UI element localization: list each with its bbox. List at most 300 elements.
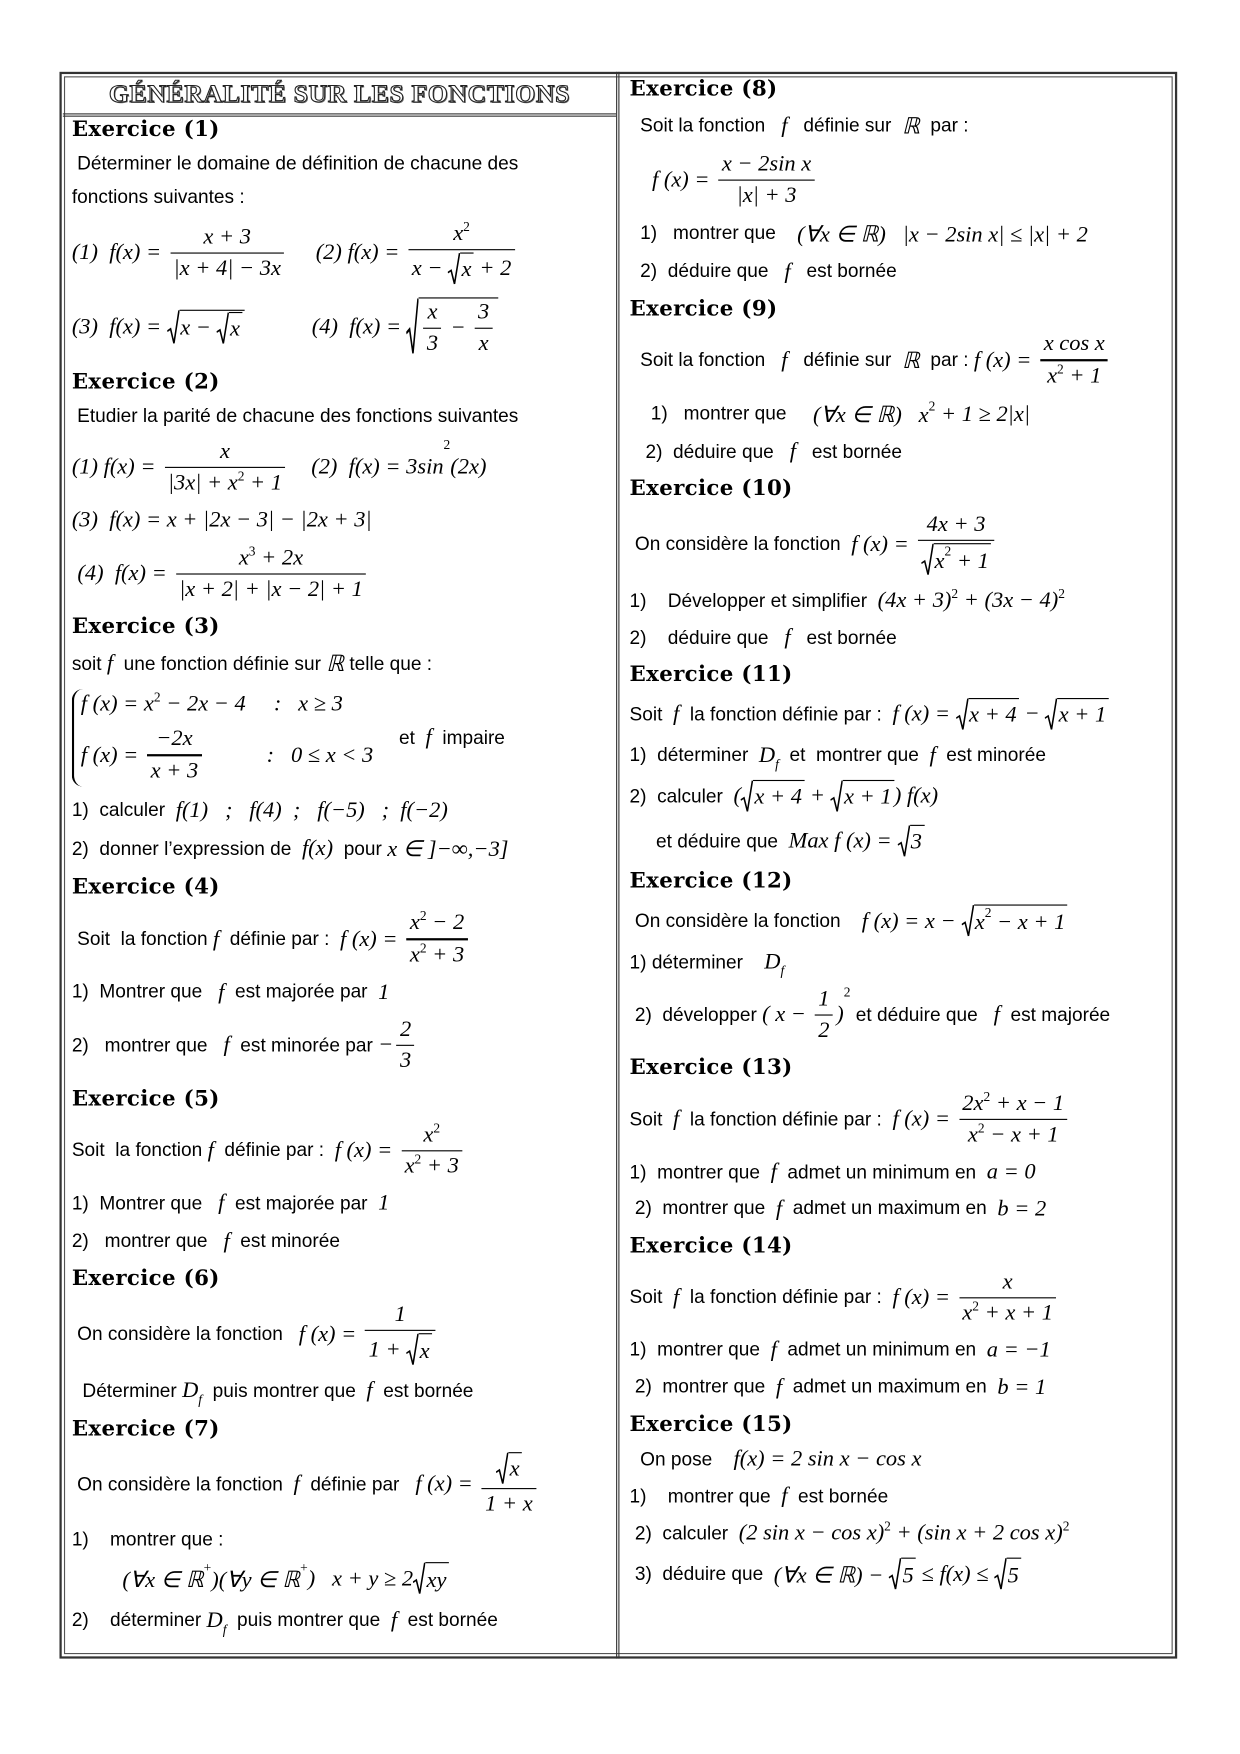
text: 1) montrer que [629, 222, 798, 244]
fraction [170, 225, 284, 283]
square-root [217, 312, 243, 346]
superscript: 2 [884, 1518, 891, 1535]
fraction [815, 986, 833, 1044]
exercise-line [630, 1196, 1169, 1222]
text: soit [71, 652, 107, 675]
radical-sign-icon [167, 309, 179, 345]
exercise-title: Exercice (4) [71, 874, 220, 900]
text: est minorée [935, 744, 1046, 766]
superscript: 2 [984, 904, 992, 921]
exercise-line [630, 332, 1169, 390]
fraction [397, 1017, 415, 1075]
math-expression: x + 4 [969, 702, 1017, 728]
math-expression: − x + 1 [984, 1122, 1059, 1148]
square-root [921, 544, 991, 578]
exercise-line [71, 1378, 611, 1408]
math-expression: f (x) = [973, 347, 1037, 373]
exercise-line [71, 1119, 611, 1180]
text: 1) déterminer [629, 744, 759, 766]
fraction [365, 1302, 435, 1367]
exercise-line [72, 798, 611, 824]
fraction-bar [164, 467, 285, 468]
text: définie par [299, 1473, 416, 1495]
text: la fonction définie par : [679, 703, 893, 725]
exercise-title: Exercice (2) [71, 368, 220, 394]
square-root [496, 1452, 522, 1486]
math-expression: x [962, 1300, 973, 1326]
math-expression: x [967, 1122, 978, 1148]
superscript: 2 [983, 1088, 991, 1105]
math-expression: ) x + y ≥ 2 [307, 1566, 414, 1592]
square-root [741, 780, 804, 814]
numerator [475, 300, 493, 326]
exercise-line [630, 1447, 1169, 1473]
math-expression: 1 [818, 986, 830, 1012]
fraction-bar [397, 1045, 415, 1046]
radical-sign-icon [741, 780, 753, 814]
math-expression: x + 3 [150, 758, 199, 783]
radical-sign-icon [831, 780, 843, 814]
text: 2) montrer que [71, 1034, 224, 1056]
fraction-bar [815, 1014, 833, 1015]
math-expression: + 3 [426, 942, 465, 968]
fraction [718, 151, 814, 209]
exercise-line [630, 439, 1169, 465]
math-expression: ≤ f(x) ≤ [915, 1561, 995, 1587]
math-expression: + 2x [255, 544, 304, 570]
math-expression: x [453, 220, 464, 246]
text: est minorée [229, 1229, 340, 1252]
math-expression: f [673, 701, 680, 727]
math-expression: (2) f(x) = [287, 240, 406, 266]
text: Soit [629, 1286, 674, 1308]
square-root [994, 1558, 1021, 1592]
math-expression: f (x) = [340, 926, 404, 952]
text: Déterminer [71, 1380, 183, 1402]
text: définie par : [219, 928, 341, 950]
exercise-title: Exercice (1) [71, 116, 220, 142]
text: admet un maximum en [782, 1197, 998, 1220]
text: est majorée par [224, 1192, 379, 1215]
math-expression: |x + 2| + |x − 2| + 1 [179, 576, 363, 602]
superscript: 2 [433, 1119, 441, 1136]
math-expression: + 1 [1063, 363, 1102, 389]
text: admet un minimum en [776, 1161, 987, 1183]
math-expression: ) [836, 1002, 844, 1027]
math-expression: D [764, 949, 781, 975]
math-expression: 3 [400, 1048, 412, 1074]
text: par : [919, 114, 969, 137]
math-expression: x + 1 [1058, 702, 1107, 728]
denominator [1044, 363, 1105, 389]
fraction-bar [718, 179, 814, 180]
superscript: 2 [977, 1120, 985, 1136]
fraction-bar [401, 1150, 462, 1151]
text: est bornée [795, 440, 903, 463]
numerator [420, 1119, 443, 1148]
exercise-line [72, 187, 611, 209]
math-expression: (2 sin x − cos x) [738, 1520, 885, 1546]
exercise-line [72, 1017, 611, 1075]
square-root [167, 309, 245, 345]
math-expression: x [409, 910, 420, 936]
subscript: f [222, 1621, 227, 1637]
math-expression: − 2 [426, 910, 465, 936]
exercise-title: Exercice (7) [71, 1415, 220, 1441]
radicand [460, 252, 473, 286]
denominator [959, 1298, 1056, 1327]
exercise-line [630, 259, 1169, 285]
math-expression: + 3 [421, 1153, 459, 1179]
text: Soit la fonction [629, 349, 782, 371]
exercise-line [630, 698, 1169, 732]
exercise-line [72, 297, 611, 357]
math-expression: : 0 ≤ x < 3 [204, 742, 374, 768]
exercise-line [72, 1302, 611, 1367]
math-expression: f [929, 742, 936, 768]
exercise-title: Exercice (6) [71, 1265, 220, 1291]
math-expression: 3 [477, 299, 490, 325]
text: Déterminer le domaine de définition de chacune des [71, 152, 519, 175]
math-expression: x [219, 438, 230, 464]
math-expression: x [229, 316, 240, 342]
radicand [419, 297, 498, 357]
math-expression: b = 2 [997, 1196, 1047, 1221]
text: est bornée [787, 1485, 889, 1507]
exercise-title: Exercice (8) [629, 76, 778, 101]
exercise-line [72, 690, 611, 787]
math-expression: f [425, 725, 432, 750]
math-expression: f [673, 1284, 680, 1310]
math-expression: − [378, 1032, 394, 1058]
text: 1) montrer que [629, 1485, 782, 1507]
text: 1) Montrer que [71, 1192, 219, 1215]
math-expression: x [478, 331, 489, 357]
math-expression: x ∈ ]−∞,−3] [387, 837, 509, 862]
denominator [397, 1049, 415, 1075]
fraction [406, 908, 467, 969]
exercise-line [630, 1159, 1169, 1185]
text: impaire [431, 726, 505, 749]
math-expression: 1 + [368, 1337, 407, 1362]
math-expression: |3x| + x [167, 470, 238, 496]
math-expression: (2) f(x) = 3sin [288, 454, 444, 480]
math-expression: 1 [378, 1191, 390, 1216]
math-expression: f [293, 1471, 300, 1497]
denominator [164, 470, 285, 496]
math-expression: (2x) [450, 454, 487, 480]
numerator [200, 225, 254, 251]
text: 2) développer [629, 1003, 763, 1026]
fraction-bar [406, 939, 467, 940]
exercise-title: Exercice (3) [71, 613, 220, 639]
math-expression: ( x − [762, 1002, 812, 1027]
math-expression: 1 [378, 979, 390, 1005]
math-expression: (∀x ∈ ℝ) x [812, 402, 929, 428]
text: Soit la fonction [71, 1139, 208, 1161]
square-root [413, 1563, 449, 1597]
square-root [956, 698, 1019, 732]
exercise-line [71, 436, 611, 497]
system-row [80, 689, 373, 718]
exercise-line [630, 588, 1169, 614]
radical-sign-icon [889, 1558, 901, 1592]
math-expression: f [673, 1106, 680, 1132]
math-expression: x [409, 942, 420, 968]
text: et montrer que [778, 744, 930, 766]
text: admet un minimum en [776, 1339, 987, 1361]
math-expression: f (x) = x − [861, 908, 962, 934]
text: Soit [629, 703, 674, 725]
math-expression: f [390, 1607, 398, 1633]
radicand [1006, 1558, 1021, 1592]
exercise-line [72, 1191, 611, 1217]
denominator [733, 183, 800, 209]
page-title: GÉNÉRALITÉ SUR LES FONCTIONS [108, 79, 570, 108]
text: définie sur [787, 114, 902, 137]
denominator [965, 1122, 1062, 1148]
math-expression: f (x) = [80, 742, 144, 768]
math-expression: x − [411, 256, 449, 281]
math-expression: f [784, 258, 791, 284]
superscript: 2 [1058, 586, 1065, 602]
superscript: + [300, 1560, 308, 1577]
fraction-bar [176, 573, 366, 574]
denominator [365, 1333, 435, 1367]
math-expression: f (x) = [892, 1284, 956, 1310]
numerator [391, 1302, 409, 1328]
radicand [179, 309, 244, 345]
math-expression: ( [733, 783, 741, 809]
math-expression: (1) f(x) = [71, 240, 167, 266]
math-expression: f (x) = [415, 1471, 479, 1497]
exercise-line [630, 512, 1169, 577]
exercise-line [71, 218, 611, 286]
radicand [425, 1563, 448, 1597]
math-expression: )(∀y ∈ ℝ [211, 1567, 301, 1593]
math-expression: f (x) = [298, 1321, 362, 1347]
fraction [475, 300, 493, 358]
exercise-line [72, 1529, 611, 1551]
math-expression: f [775, 1374, 783, 1400]
fraction [959, 1088, 1068, 1149]
exercise-line [630, 1337, 1169, 1363]
math-expression: (∀x ∈ ℝ [71, 1567, 204, 1593]
text: 3) déduire que [629, 1563, 774, 1585]
math-expression: (∀x ∈ ℝ) − [773, 1562, 889, 1588]
math-expression: f [781, 347, 788, 373]
text: 2) déduire que [629, 260, 785, 282]
exercise-line [629, 1088, 1169, 1149]
text: 1) Développer et simplifier [629, 590, 878, 612]
math-expression: (4) f(x) = [244, 314, 407, 340]
fraction-bar [1040, 360, 1108, 361]
math-expression: D [758, 742, 776, 768]
math-expression: 4x + 3 [926, 511, 986, 537]
math-expression: x [419, 1338, 430, 1364]
exercise-line [630, 1558, 1169, 1592]
title-box [63, 75, 616, 117]
denominator [918, 544, 995, 578]
math-expression: f [366, 1378, 373, 1404]
fraction [918, 512, 995, 577]
math-expression: x [423, 1122, 434, 1147]
text: fonctions suivantes : [71, 186, 245, 209]
denominator [408, 252, 514, 286]
radical-sign-icon [961, 905, 973, 939]
math-expression: ) f(x) [893, 783, 939, 809]
square-root [407, 297, 498, 357]
math-expression: f [106, 651, 114, 676]
text: telle que : [344, 652, 433, 675]
math-expression: + (3x − 4) [958, 588, 1059, 614]
text: par : [919, 349, 974, 371]
numerator [718, 151, 814, 177]
fraction [408, 218, 514, 286]
exercise-title: Exercice (15) [629, 1411, 793, 1436]
math-expression: (3) f(x) = [71, 314, 167, 340]
fraction [482, 1452, 536, 1517]
superscript: 2 [843, 984, 851, 1000]
superscript: 2 [419, 940, 427, 956]
math-expression: + [804, 783, 831, 809]
exercise-line [71, 908, 611, 969]
text: et déduire que [850, 1003, 994, 1026]
column-divider [616, 72, 619, 1659]
math-expression: D [182, 1378, 199, 1404]
math-expression: − x + 1 [991, 909, 1066, 935]
text: est minorée par [229, 1034, 379, 1056]
piecewise-system [72, 690, 373, 787]
text: 1) montrer que [629, 1161, 771, 1183]
denominator [406, 942, 467, 968]
square-root [831, 780, 894, 814]
exercise-line [630, 1269, 1169, 1327]
radicand [229, 312, 242, 346]
math-expression: f (x) = [892, 701, 956, 727]
math-expression: 5 [902, 1562, 914, 1588]
fraction [164, 439, 285, 497]
denominator [170, 256, 284, 282]
text: 2) calculer [629, 785, 734, 807]
radical-sign-icon [413, 1563, 425, 1597]
fraction-bar [408, 249, 514, 250]
radicand [968, 698, 1019, 732]
radical-sign-icon [406, 1333, 418, 1367]
math-expression: (3) f(x) = x + |2x − 3| − |2x + 3| [71, 507, 372, 533]
radical-sign-icon [448, 252, 460, 286]
exercise-line [630, 220, 1169, 248]
math-expression: + 1 ≥ 2|x| [935, 401, 1031, 426]
text: est majorée [999, 1003, 1111, 1026]
denominator [815, 1018, 833, 1044]
subscript: f [775, 756, 779, 772]
math-expression: f (x) = [851, 531, 915, 557]
fraction-bar [170, 253, 284, 254]
square-root [961, 905, 1067, 939]
math-expression: D [206, 1607, 223, 1633]
square-root [1045, 698, 1108, 732]
fraction [176, 542, 366, 603]
math-expression: f [223, 1032, 230, 1058]
math-expression: x + 1 [844, 784, 892, 810]
math-expression: + x − 1 [990, 1090, 1065, 1116]
text: pour [333, 837, 388, 860]
superscript: 2 [972, 1298, 980, 1315]
math-expression: f (x) = x [80, 691, 154, 717]
exercise-line [72, 980, 611, 1006]
text: 2) montrer que [629, 1376, 776, 1398]
superscript: 2 [944, 543, 952, 560]
square-root [448, 252, 474, 286]
text: 1) montrer que [629, 402, 813, 425]
fraction-bar [365, 1330, 435, 1331]
math-expression: x [934, 548, 945, 574]
math-expression: b = 1 [997, 1374, 1047, 1400]
math-expression: f [207, 1137, 214, 1163]
exercise-line [630, 1374, 1169, 1400]
math-expression: − 2x − 4 : x ≥ 3 [160, 691, 343, 717]
math-expression: f [212, 926, 220, 952]
math-expression: x [404, 1153, 415, 1179]
math-expression: 1 + x [485, 1491, 533, 1517]
math-expression: (1) f(x) = [71, 454, 162, 480]
math-expression: f [781, 113, 788, 138]
superscript: + [203, 1560, 212, 1577]
text: Etudier la parité de chacune des fonctions suivantes [71, 404, 519, 427]
text: est majorée par [224, 981, 379, 1003]
radical-sign-icon [1045, 698, 1057, 732]
exercise-line [71, 542, 611, 603]
fraction-bar [482, 1488, 536, 1489]
numerator [153, 727, 196, 753]
text: 2) déduire que [629, 626, 785, 649]
numerator [397, 1017, 415, 1043]
math-expression: f [223, 1228, 230, 1253]
exercise-line [630, 905, 1169, 939]
math-expression: f(1) ; f(4) ; f(−5) ; f(−2) [175, 797, 448, 823]
math-expression: x + 3 [203, 224, 251, 250]
radicand [508, 1452, 521, 1486]
math-expression: + 2 [473, 256, 512, 281]
superscript: 2 [419, 908, 427, 925]
denominator [475, 331, 492, 357]
math-expression: + 1 [951, 548, 989, 574]
subscript: f [198, 1391, 203, 1408]
fraction [959, 1269, 1056, 1327]
math-expression: x [1047, 363, 1058, 389]
math-expression: f (x) = [629, 167, 716, 192]
square-root [406, 1333, 432, 1367]
denominator [147, 758, 201, 784]
exercise-line [72, 508, 611, 534]
math-expression: f [770, 1159, 777, 1185]
math-expression: − [1018, 701, 1046, 727]
denominator [482, 1491, 536, 1517]
text: puis montrer que [202, 1380, 367, 1402]
text: puis montrer que [226, 1609, 391, 1631]
superscript: 2 [414, 1151, 422, 1168]
numerator [235, 542, 306, 571]
math-expression: a = 0 [986, 1159, 1036, 1185]
fraction-bar [147, 755, 201, 756]
math-expression: Max f (x) = [788, 828, 898, 853]
exercise-title: Exercice (13) [629, 1054, 793, 1080]
math-expression: |x + 4| − 3x [173, 256, 281, 281]
fraction-bar [475, 328, 493, 329]
superscript: 3 [248, 542, 256, 559]
text: On considère la fonction [629, 533, 852, 555]
